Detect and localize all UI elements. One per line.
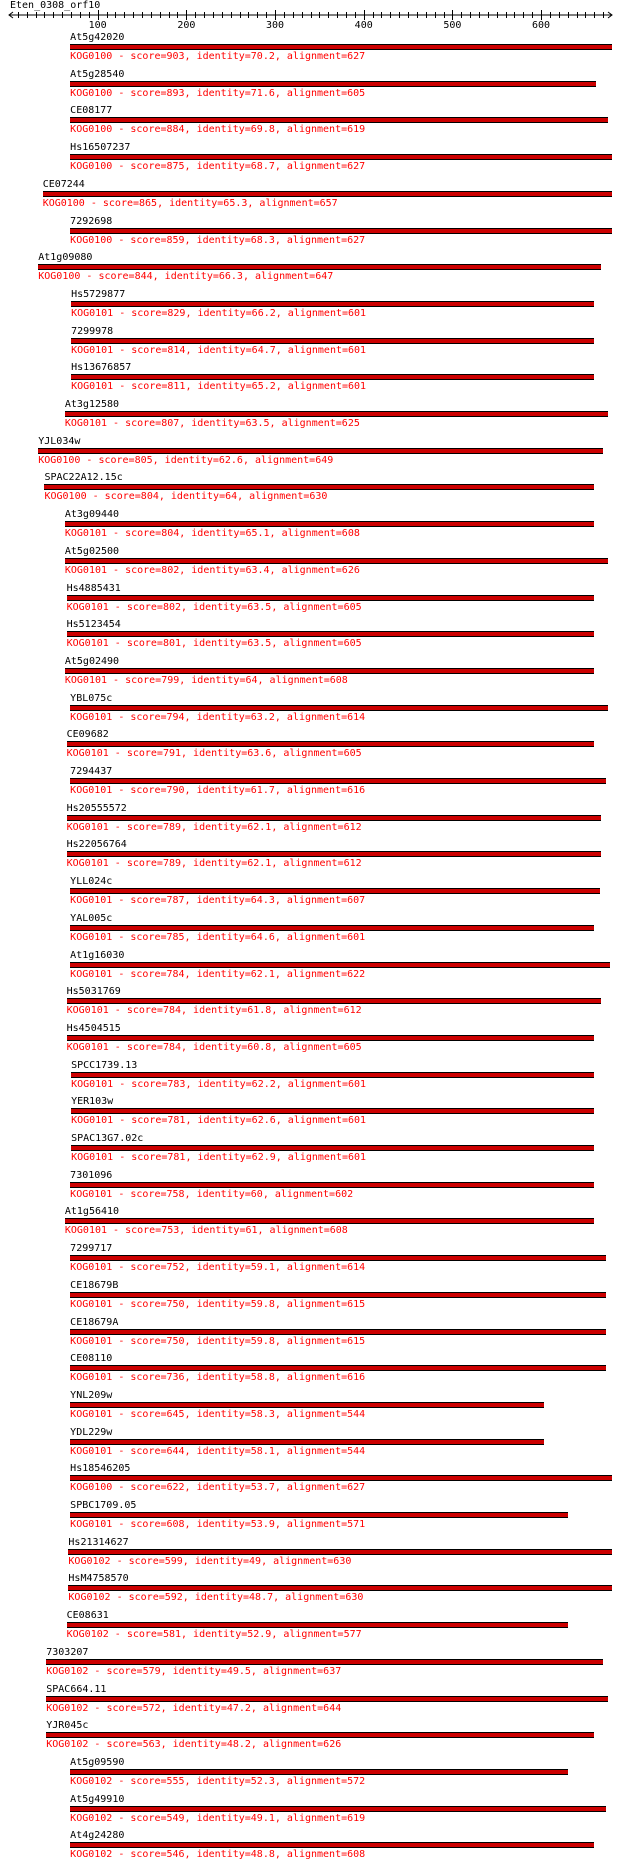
hit-name[interactable]: 7301096 — [70, 1169, 113, 1181]
hit-alignment-bar[interactable] — [70, 117, 607, 123]
hit-name[interactable]: CE18679A — [70, 1316, 119, 1328]
hit-name[interactable]: Hs4504515 — [66, 1022, 121, 1034]
hit-row[interactable] — [0, 509, 620, 545]
hit-row[interactable] — [0, 583, 620, 619]
hit-row[interactable] — [0, 1537, 620, 1573]
ruler-tick-label: 300 — [265, 20, 285, 30]
hit-row[interactable] — [0, 1500, 620, 1536]
hit-row[interactable] — [0, 362, 620, 398]
hit-description: KOG0100 - score=622, identity=53.7, alignment=627 — [70, 1482, 366, 1494]
hit-alignment-bar[interactable] — [70, 925, 594, 931]
hit-row[interactable] — [0, 546, 620, 582]
hit-name[interactable]: Hs5729877 — [71, 288, 126, 300]
ruler-tick-label: 500 — [443, 20, 462, 30]
hit-description: KOG0101 - score=608, identity=53.9, alignment=571 — [70, 1519, 366, 1530]
hit-description: KOG0100 - score=865, identity=65.3, alignment=657 — [42, 197, 338, 209]
hit-alignment-bar[interactable] — [46, 1696, 607, 1702]
hit-description: KOG0100 - score=893, identity=71.6, alignment=605 — [70, 87, 366, 99]
hit-description: KOG0101 - score=758, identity=60, alignment=602 — [70, 1188, 354, 1200]
hit-description: KOG0101 - score=802, identity=63.4, alignment=626 — [64, 564, 360, 576]
hit-description: KOG0102 - score=546, identity=48.8, alignment=608 — [70, 1849, 366, 1861]
hit-description: KOG0101 - score=785, identity=64.6, alignment=601 — [70, 931, 366, 943]
hit-row[interactable] — [0, 693, 620, 729]
hit-alignment-bar[interactable] — [70, 705, 607, 711]
hit-row[interactable] — [0, 69, 620, 105]
hit-name[interactable]: At5g09590 — [70, 1756, 125, 1768]
hit-name[interactable]: Hs13676857 — [71, 362, 132, 374]
hit-name[interactable]: SPCC1739.13 — [71, 1059, 138, 1071]
hit-description: KOG0101 - score=781, identity=62.9, alignment=601 — [71, 1152, 367, 1163]
hit-row[interactable] — [0, 619, 620, 655]
hit-row[interactable] — [0, 1794, 620, 1830]
hit-row[interactable] — [0, 950, 620, 986]
hit-row[interactable] — [0, 1463, 620, 1499]
hit-description: KOG0101 - score=811, identity=65.2, alignment=601 — [71, 381, 367, 393]
hit-name[interactable]: CE08110 — [70, 1353, 113, 1365]
hit-row[interactable] — [0, 252, 620, 288]
hit-alignment-bar[interactable] — [70, 888, 599, 894]
hit-row[interactable] — [0, 289, 620, 325]
hit-alignment-bar[interactable] — [43, 191, 612, 197]
hit-alignment-bar[interactable] — [38, 448, 603, 454]
hit-description: KOG0101 - score=789, identity=62.1, alignment=612 — [66, 858, 362, 870]
hit-alignment-bar[interactable] — [70, 962, 610, 968]
hit-name[interactable]: At5g28540 — [70, 68, 125, 80]
hit-row[interactable] — [0, 803, 620, 839]
hit-alignment-bar[interactable] — [70, 1182, 594, 1188]
hit-name[interactable]: At5g42020 — [70, 32, 125, 43]
hit-name[interactable]: At1g09080 — [38, 252, 93, 264]
hit-alignment-bar[interactable] — [67, 595, 595, 601]
hit-name[interactable]: Hs16507237 — [70, 142, 131, 154]
hit-description: KOG0100 - score=859, identity=68.3, alignment=627 — [70, 234, 366, 246]
hit-alignment-bar[interactable] — [70, 81, 596, 87]
hit-row[interactable] — [0, 142, 620, 178]
hit-row[interactable] — [0, 1390, 620, 1426]
hit-row[interactable] — [0, 32, 620, 68]
hit-description: KOG0101 - score=791, identity=63.6, alignment=605 — [66, 748, 362, 760]
hit-row[interactable] — [0, 1647, 620, 1683]
hit-description: KOG0102 - score=592, identity=48.7, alignment=630 — [68, 1592, 364, 1604]
query-title: Eten_0308_orf10 — [10, 0, 101, 11]
hit-description: KOG0101 - score=784, identity=62.1, alignment=622 — [70, 968, 366, 980]
hit-name[interactable]: Hs20555572 — [66, 802, 127, 814]
hit-description: KOG0102 - score=579, identity=49.5, alignment=637 — [46, 1665, 342, 1677]
hit-name[interactable]: SPAC664.11 — [46, 1683, 107, 1695]
hit-description: KOG0101 - score=802, identity=63.5, alignment=605 — [66, 601, 362, 613]
hit-description: KOG0101 - score=784, identity=60.8, alignment=605 — [66, 1041, 362, 1053]
hit-row[interactable] — [0, 472, 620, 508]
hit-row[interactable] — [0, 876, 620, 912]
hit-name[interactable]: At3g12580 — [64, 399, 120, 410]
hit-description: KOG0102 - score=599, identity=49, alignment=630 — [68, 1555, 352, 1567]
hit-description: KOG0101 - score=753, identity=61, alignment=608 — [64, 1225, 348, 1237]
hit-name[interactable]: 7299978 — [71, 325, 114, 337]
hit-alignment-bar[interactable] — [67, 851, 602, 857]
hit-row[interactable] — [0, 1317, 620, 1353]
hit-name[interactable]: At5g02500 — [64, 545, 120, 557]
hit-row[interactable] — [0, 1720, 620, 1756]
hit-description: KOG0101 - score=752, identity=59.1, alignment=614 — [70, 1262, 366, 1274]
hit-row[interactable] — [0, 729, 620, 765]
hit-row[interactable] — [0, 1206, 620, 1242]
hit-name[interactable]: CE07244 — [42, 178, 85, 190]
hit-name[interactable]: At5g49910 — [70, 1793, 125, 1805]
hit-name[interactable]: 7299717 — [70, 1243, 113, 1255]
hit-description: KOG0101 - score=645, identity=58.3, alignment=544 — [70, 1408, 366, 1420]
hit-alignment-bar[interactable] — [67, 1035, 595, 1041]
hit-alignment-bar[interactable] — [68, 1549, 612, 1555]
hit-name[interactable]: SPAC13G7.02c — [71, 1133, 144, 1144]
hit-description: KOG0102 - score=549, identity=49.1, alignment=619 — [70, 1812, 366, 1824]
hit-alignment-bar[interactable] — [70, 1292, 606, 1298]
hit-row[interactable] — [0, 1023, 620, 1059]
hit-alignment-bar[interactable] — [71, 301, 594, 307]
hit-description: KOG0101 - score=804, identity=65.1, alignment=608 — [64, 528, 360, 540]
hit-alignment-bar[interactable] — [70, 154, 612, 160]
hit-name[interactable]: At1g16030 — [70, 949, 125, 961]
hit-row[interactable] — [0, 179, 620, 215]
hit-row[interactable] — [0, 656, 620, 692]
hit-description: KOG0102 - score=555, identity=52.3, alignment=572 — [70, 1775, 366, 1787]
hit-row[interactable] — [0, 1060, 620, 1096]
hit-row[interactable] — [0, 1280, 620, 1316]
hit-name[interactable]: YJR045c — [46, 1720, 89, 1732]
hit-alignment-bar[interactable] — [67, 998, 602, 1004]
hit-description: KOG0101 - score=787, identity=64.3, alignment=607 — [70, 895, 366, 907]
hit-row[interactable] — [0, 1684, 620, 1720]
hit-alignment-bar[interactable] — [65, 411, 608, 417]
hit-alignment-bar[interactable] — [70, 1255, 606, 1261]
hit-name[interactable]: YAL005c — [70, 912, 113, 924]
hit-description: KOG0101 - score=790, identity=61.7, alignment=616 — [70, 785, 366, 796]
hit-name[interactable]: YER103w — [71, 1096, 114, 1108]
hit-alignment-bar[interactable] — [70, 1439, 544, 1445]
hit-description: KOG0101 - score=794, identity=63.2, alignment=614 — [70, 711, 366, 723]
hit-description: KOG0101 - score=783, identity=62.2, alignment=601 — [71, 1078, 367, 1090]
hit-alignment-bar[interactable] — [70, 1402, 544, 1408]
hit-alignment-bar[interactable] — [67, 815, 602, 821]
hit-name[interactable]: Hs5123454 — [66, 619, 121, 631]
hit-description: KOG0101 - score=644, identity=58.1, alignment=544 — [70, 1445, 366, 1457]
hit-alignment-bar[interactable] — [71, 1108, 594, 1114]
hit-description: KOG0102 - score=563, identity=48.2, alignment=626 — [46, 1739, 342, 1751]
hit-description: KOG0101 - score=781, identity=62.6, alignment=601 — [71, 1115, 367, 1127]
hit-row[interactable] — [0, 986, 620, 1022]
hit-row[interactable] — [0, 1427, 620, 1463]
hit-name[interactable]: SPAC22A12.15c — [44, 472, 123, 484]
hit-description: KOG0100 - score=884, identity=69.8, alignment=619 — [70, 124, 366, 136]
hit-name[interactable]: SPBC1709.05 — [70, 1500, 137, 1511]
hit-alignment-bar[interactable] — [65, 668, 594, 674]
hit-name[interactable]: 7303207 — [46, 1646, 89, 1658]
hit-row[interactable] — [0, 1170, 620, 1206]
hit-description: KOG0101 - score=736, identity=58.8, alignment=616 — [70, 1372, 366, 1384]
hit-name[interactable]: CE09682 — [66, 729, 109, 741]
hit-name[interactable]: Hs22056764 — [66, 839, 127, 851]
hit-alignment-bar[interactable] — [46, 1659, 603, 1665]
hit-row[interactable] — [0, 1573, 620, 1609]
hit-alignment-bar[interactable] — [70, 1769, 567, 1775]
hit-alignment-bar[interactable] — [70, 1365, 606, 1371]
hit-row[interactable] — [0, 1096, 620, 1132]
hit-name[interactable]: CE18679B — [70, 1279, 119, 1291]
hit-name[interactable]: YDL229w — [70, 1426, 113, 1438]
hit-description: KOG0102 - score=581, identity=52.9, alignment=577 — [66, 1629, 362, 1641]
hit-name[interactable]: Hs4885431 — [66, 582, 121, 594]
hit-name[interactable]: YNL209w — [70, 1389, 113, 1401]
hit-row[interactable] — [0, 216, 620, 252]
ruler-tick-label: 100 — [88, 20, 107, 30]
hit-row[interactable] — [0, 1757, 620, 1793]
hit-name[interactable]: CE08177 — [70, 105, 113, 117]
hit-description: KOG0100 - score=844, identity=66.3, alignment=647 — [38, 271, 334, 283]
ruler-tick-label: 600 — [532, 20, 551, 30]
hit-name[interactable]: HsM4758570 — [68, 1573, 129, 1585]
hit-alignment-bar[interactable] — [68, 1585, 612, 1591]
hit-row[interactable] — [0, 326, 620, 362]
hit-alignment-bar[interactable] — [71, 1072, 594, 1078]
hit-row[interactable] — [0, 436, 620, 472]
hit-name[interactable]: YJL034w — [38, 435, 81, 447]
hit-row[interactable] — [0, 766, 620, 802]
hit-description: KOG0101 - score=829, identity=66.2, alignment=601 — [71, 307, 367, 319]
hit-alignment-bar[interactable] — [71, 374, 594, 380]
hit-name[interactable]: 7294437 — [70, 766, 113, 777]
hit-description: KOG0101 - score=750, identity=59.8, alignment=615 — [70, 1335, 366, 1347]
hit-alignment-bar[interactable] — [70, 778, 606, 784]
ruler-tick-label: 400 — [354, 20, 373, 30]
hit-alignment-bar[interactable] — [46, 1732, 594, 1738]
hit-row[interactable] — [0, 1133, 620, 1169]
hit-description: KOG0100 - score=805, identity=62.6, alignment=649 — [38, 454, 334, 466]
hit-name[interactable]: At3g09440 — [64, 509, 120, 521]
hit-alignment-bar[interactable] — [70, 1512, 567, 1518]
hit-name[interactable]: YLL024c — [70, 876, 113, 888]
hit-alignment-bar[interactable] — [65, 558, 608, 564]
hit-alignment-bar[interactable] — [38, 264, 601, 270]
hit-alignment-bar[interactable] — [65, 521, 594, 527]
hit-name[interactable]: Hs5031769 — [66, 986, 121, 998]
hit-alignment-bar[interactable] — [70, 1842, 594, 1848]
hit-alignment-bar[interactable] — [67, 741, 595, 747]
hit-alignment-bar[interactable] — [44, 484, 594, 490]
hit-alignment-bar[interactable] — [65, 1218, 594, 1224]
hit-name[interactable]: YBL075c — [70, 692, 113, 704]
hit-row[interactable] — [0, 399, 620, 435]
hit-row[interactable] — [0, 913, 620, 949]
hit-name[interactable]: At5g02490 — [64, 655, 120, 667]
ruler-tick-label: 200 — [177, 20, 196, 30]
hit-description: KOG0101 - score=801, identity=63.5, alignment=605 — [66, 638, 362, 650]
hit-row[interactable] — [0, 1830, 620, 1866]
hit-description: KOG0101 - score=814, identity=64.7, alignment=601 — [71, 344, 367, 356]
hit-alignment-bar[interactable] — [71, 1145, 594, 1151]
hit-name[interactable]: Hs21314627 — [68, 1536, 129, 1548]
hit-description: KOG0102 - score=572, identity=47.2, alignment=644 — [46, 1702, 342, 1714]
hit-alignment-bar[interactable] — [70, 1475, 612, 1481]
hit-description: KOG0101 - score=799, identity=64, alignment=608 — [64, 674, 348, 686]
hit-name[interactable]: 7292698 — [70, 215, 113, 227]
hit-description: KOG0101 - score=807, identity=63.5, alignment=625 — [64, 418, 360, 429]
hit-alignment-bar[interactable] — [71, 338, 594, 344]
hit-name[interactable]: CE08631 — [66, 1610, 109, 1622]
hit-alignment-bar[interactable] — [70, 228, 612, 234]
hit-description: KOG0100 - score=903, identity=70.2, alignment=627 — [70, 51, 366, 62]
hit-alignment-bar[interactable] — [70, 44, 612, 50]
hit-description: KOG0101 - score=789, identity=62.1, alignment=612 — [66, 821, 362, 833]
hit-description: KOG0101 - score=784, identity=61.8, alignment=612 — [66, 1005, 362, 1017]
hit-description: KOG0100 - score=804, identity=64, alignment=630 — [44, 491, 328, 503]
hit-name[interactable]: Hs18546205 — [70, 1463, 131, 1475]
hit-row[interactable] — [0, 1353, 620, 1389]
hit-alignment-bar[interactable] — [67, 631, 595, 637]
position-ruler — [0, 0, 620, 30]
hit-alignment-bar[interactable] — [70, 1806, 606, 1812]
hit-row[interactable] — [0, 839, 620, 875]
hit-description: KOG0100 - score=875, identity=68.7, alignment=627 — [70, 161, 366, 173]
hit-alignment-bar[interactable] — [67, 1622, 568, 1628]
hit-name[interactable]: At4g24280 — [70, 1830, 125, 1842]
hit-row[interactable] — [0, 1610, 620, 1646]
hit-name[interactable]: At1g56410 — [64, 1206, 120, 1218]
hit-row[interactable] — [0, 105, 620, 141]
hit-row[interactable] — [0, 1243, 620, 1279]
hit-alignment-bar[interactable] — [70, 1329, 606, 1335]
hit-description: KOG0101 - score=750, identity=59.8, alignment=615 — [70, 1298, 366, 1310]
